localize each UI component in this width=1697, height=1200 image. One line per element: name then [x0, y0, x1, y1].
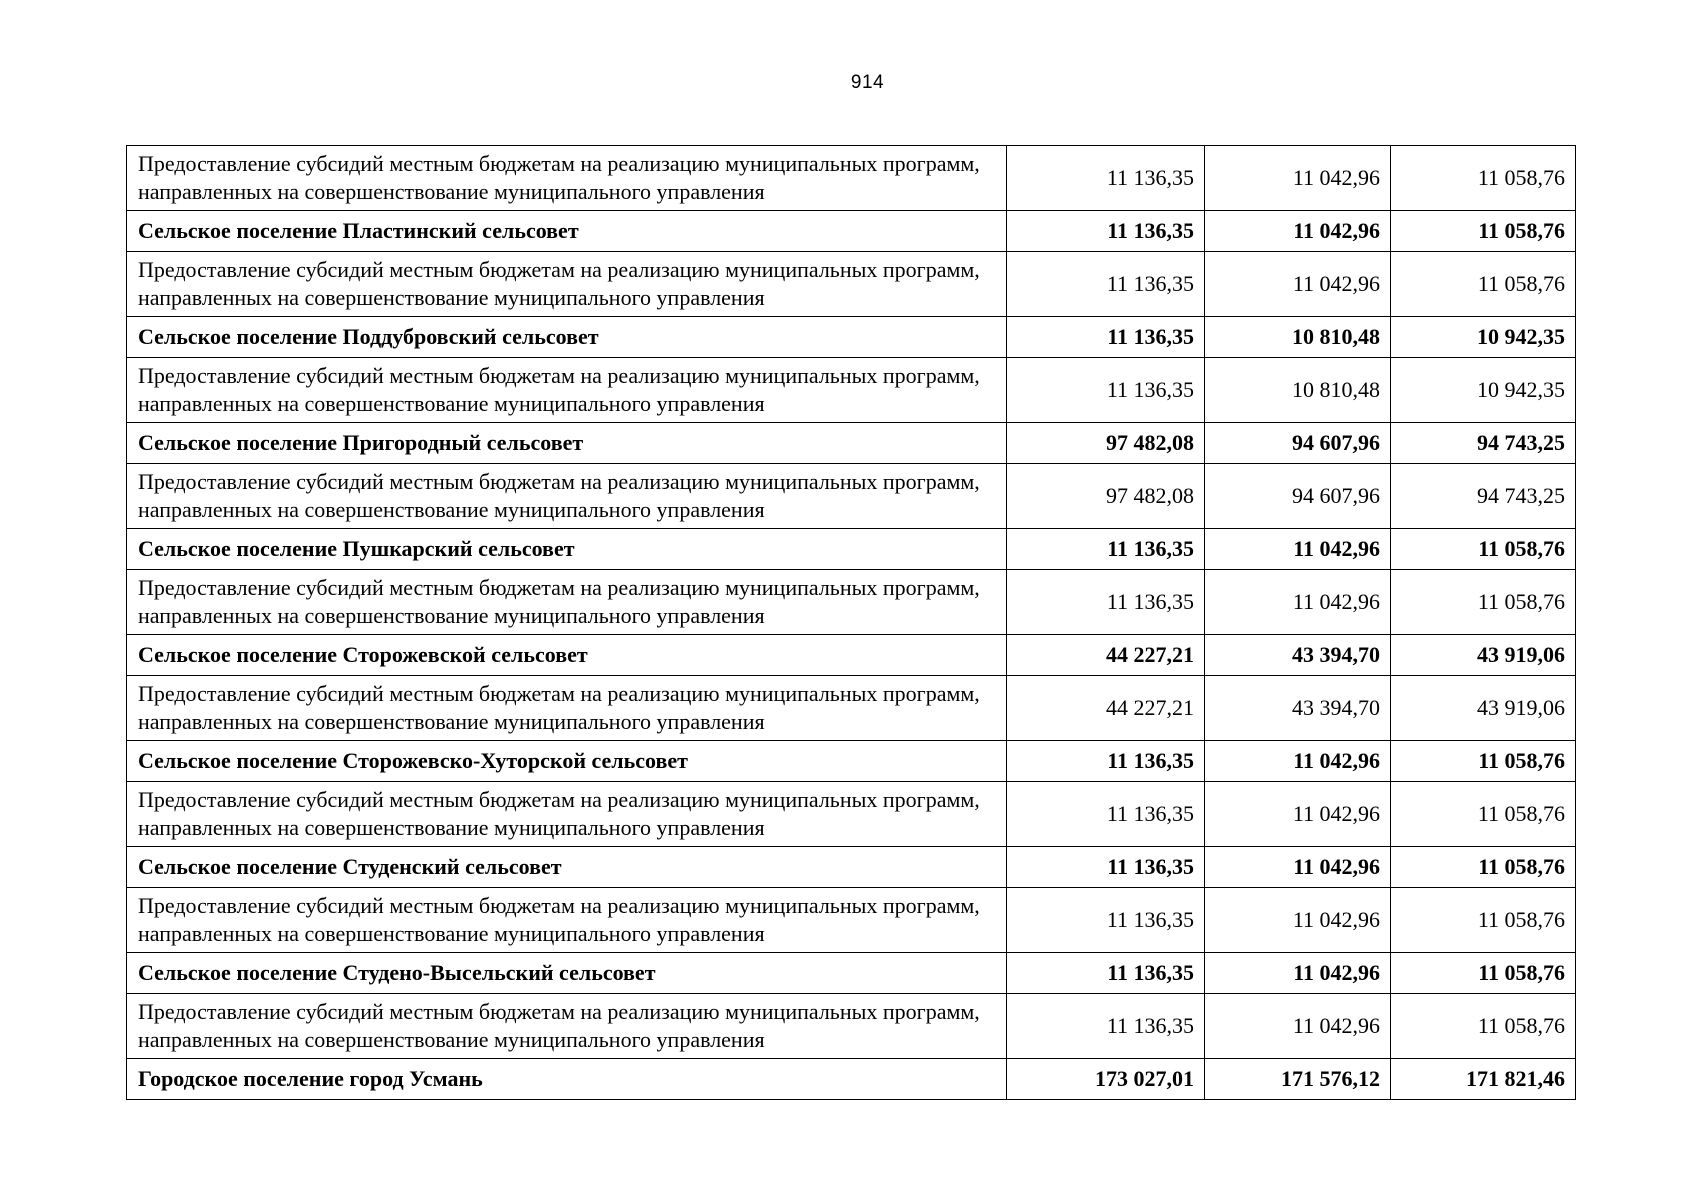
row-value-3: 10 942,35 — [1391, 317, 1576, 358]
row-value-3: 94 743,25 — [1391, 464, 1576, 529]
row-name: Предоставление субсидий местным бюджетам на реализацию муниципальных программ, направленных на совершенствование муниципального управления — [127, 358, 1007, 423]
row-value-1: 11 136,35 — [1007, 211, 1205, 252]
row-value-3: 11 058,76 — [1391, 529, 1576, 570]
row-value-2: 11 042,96 — [1205, 847, 1391, 888]
row-name: Сельское поселение Студенский сельсовет — [127, 847, 1007, 888]
row-name: Сельское поселение Сторожевско-Хуторской сельсовет — [127, 741, 1007, 782]
row-value-2: 11 042,96 — [1205, 252, 1391, 317]
row-value-3: 11 058,76 — [1391, 252, 1576, 317]
row-value-1: 11 136,35 — [1007, 994, 1205, 1059]
row-name: Предоставление субсидий местным бюджетам на реализацию муниципальных программ, направленных на совершенствование муниципального управления — [127, 570, 1007, 635]
row-value-1: 11 136,35 — [1007, 741, 1205, 782]
row-value-2: 94 607,96 — [1205, 423, 1391, 464]
row-value-2: 11 042,96 — [1205, 529, 1391, 570]
table-row-heading — [127, 211, 1576, 252]
row-value-1: 97 482,08 — [1007, 464, 1205, 529]
row-value-2: 10 810,48 — [1205, 317, 1391, 358]
table-row-heading — [127, 317, 1576, 358]
row-value-1: 173 027,01 — [1007, 1059, 1205, 1100]
table-row — [127, 358, 1576, 423]
budget-table-body — [127, 146, 1576, 1100]
row-value-2: 11 042,96 — [1205, 994, 1391, 1059]
table-row — [127, 570, 1576, 635]
row-value-1: 11 136,35 — [1007, 358, 1205, 423]
row-value-1: 11 136,35 — [1007, 888, 1205, 953]
table-row-heading — [127, 741, 1576, 782]
budget-table — [126, 145, 1576, 1100]
row-value-2: 94 607,96 — [1205, 464, 1391, 529]
row-value-1: 44 227,21 — [1007, 676, 1205, 741]
row-value-2: 10 810,48 — [1205, 358, 1391, 423]
table-row — [127, 782, 1576, 847]
row-value-2: 11 042,96 — [1205, 953, 1391, 994]
row-value-2: 11 042,96 — [1205, 570, 1391, 635]
row-value-1: 11 136,35 — [1007, 252, 1205, 317]
row-value-2: 171 576,12 — [1205, 1059, 1391, 1100]
row-value-3: 10 942,35 — [1391, 358, 1576, 423]
row-value-3: 11 058,76 — [1391, 741, 1576, 782]
table-row — [127, 146, 1576, 211]
row-name: Сельское поселение Поддубровский сельсовет — [127, 317, 1007, 358]
table-row — [127, 252, 1576, 317]
row-value-3: 11 058,76 — [1391, 570, 1576, 635]
table-row-heading — [127, 635, 1576, 676]
row-name: Сельское поселение Студено-Высельский сельсовет — [127, 953, 1007, 994]
row-value-2: 43 394,70 — [1205, 676, 1391, 741]
row-value-3: 43 919,06 — [1391, 635, 1576, 676]
page-number: 914 — [850, 72, 885, 93]
row-name: Сельское поселение Пригородный сельсовет — [127, 423, 1007, 464]
row-name: Предоставление субсидий местным бюджетам на реализацию муниципальных программ, направленных на совершенствование муниципального управления — [127, 252, 1007, 317]
row-value-1: 11 136,35 — [1007, 847, 1205, 888]
row-value-2: 11 042,96 — [1205, 146, 1391, 211]
row-name: Предоставление субсидий местным бюджетам на реализацию муниципальных программ, направленных на совершенствование муниципального управления — [127, 676, 1007, 741]
table-row — [127, 464, 1576, 529]
row-name: Городское поселение город Усмань — [127, 1059, 1007, 1100]
row-value-1: 11 136,35 — [1007, 146, 1205, 211]
row-value-3: 11 058,76 — [1391, 782, 1576, 847]
row-value-3: 94 743,25 — [1391, 423, 1576, 464]
row-value-1: 11 136,35 — [1007, 570, 1205, 635]
row-value-3: 11 058,76 — [1391, 994, 1576, 1059]
row-value-1: 97 482,08 — [1007, 423, 1205, 464]
table-row — [127, 994, 1576, 1059]
row-value-2: 11 042,96 — [1205, 782, 1391, 847]
row-value-2: 11 042,96 — [1205, 888, 1391, 953]
row-name: Сельское поселение Пушкарский сельсовет — [127, 529, 1007, 570]
row-name: Предоставление субсидий местным бюджетам на реализацию муниципальных программ, направленных на совершенствование муниципального управления — [127, 782, 1007, 847]
row-value-1: 11 136,35 — [1007, 953, 1205, 994]
row-value-2: 11 042,96 — [1205, 211, 1391, 252]
row-value-2: 43 394,70 — [1205, 635, 1391, 676]
row-name: Предоставление субсидий местным бюджетам на реализацию муниципальных программ, направленных на совершенствование муниципального управления — [127, 994, 1007, 1059]
table-row-heading — [127, 847, 1576, 888]
row-value-3: 43 919,06 — [1391, 676, 1576, 741]
row-value-3: 11 058,76 — [1391, 211, 1576, 252]
table-row — [127, 888, 1576, 953]
row-name: Сельское поселение Пластинский сельсовет — [127, 211, 1007, 252]
row-value-3: 11 058,76 — [1391, 888, 1576, 953]
row-value-1: 44 227,21 — [1007, 635, 1205, 676]
row-value-3: 11 058,76 — [1391, 146, 1576, 211]
row-value-1: 11 136,35 — [1007, 317, 1205, 358]
row-value-3: 171 821,46 — [1391, 1059, 1576, 1100]
row-value-2: 11 042,96 — [1205, 741, 1391, 782]
row-name: Предоставление субсидий местным бюджетам на реализацию муниципальных программ, направленных на совершенствование муниципального управления — [127, 146, 1007, 211]
row-name: Предоставление субсидий местным бюджетам на реализацию муниципальных программ, направленных на совершенствование муниципального управления — [127, 888, 1007, 953]
row-value-3: 11 058,76 — [1391, 847, 1576, 888]
row-value-3: 11 058,76 — [1391, 953, 1576, 994]
row-name: Сельское поселение Сторожевской сельсовет — [127, 635, 1007, 676]
row-name: Предоставление субсидий местным бюджетам на реализацию муниципальных программ, направленных на совершенствование муниципального управления — [127, 464, 1007, 529]
table-row-heading — [127, 953, 1576, 994]
table-row-heading — [127, 423, 1576, 464]
table-row — [127, 676, 1576, 741]
row-value-1: 11 136,35 — [1007, 782, 1205, 847]
row-value-1: 11 136,35 — [1007, 529, 1205, 570]
table-row-heading — [127, 529, 1576, 570]
table-row-heading — [127, 1059, 1576, 1100]
